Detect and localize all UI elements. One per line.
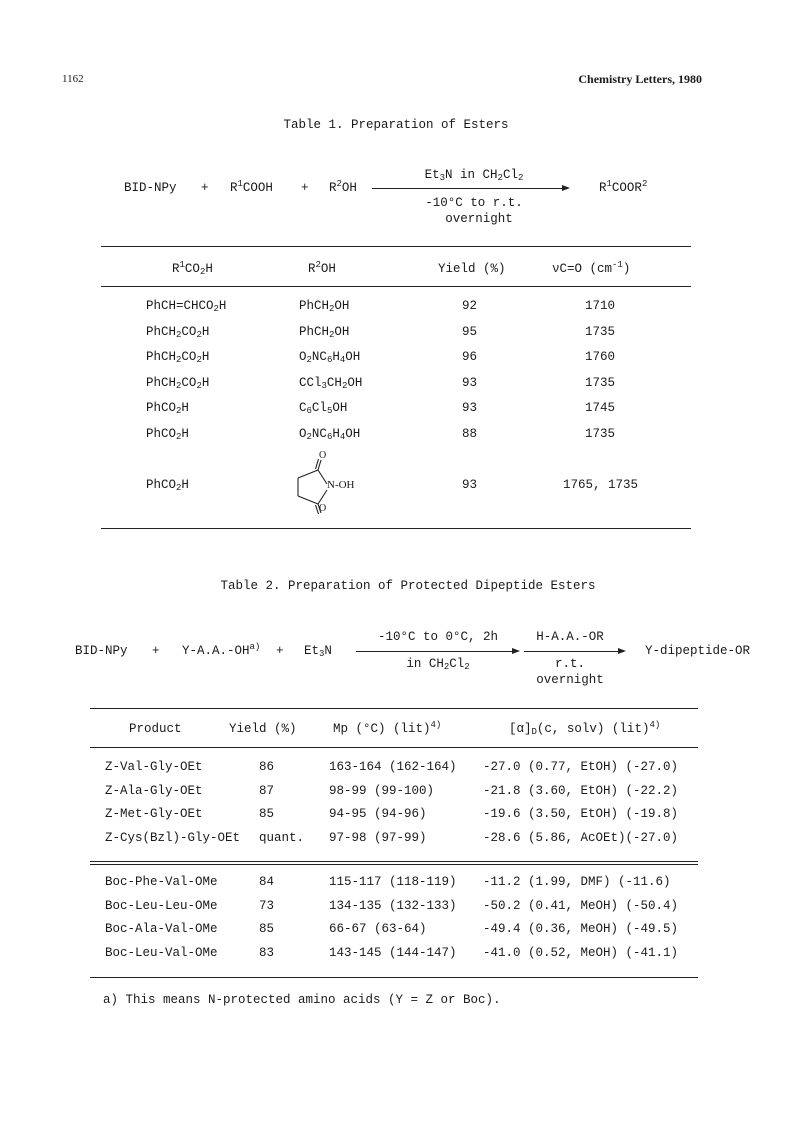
table-cell: 94-95 (94-96)	[329, 807, 427, 821]
table-cell: PhCH$_2$OH	[299, 325, 350, 340]
table-cell: -50.2 (0.41, MeOH) (-50.4)	[483, 898, 679, 913]
table-cell: PhCO$_2$H	[146, 427, 189, 442]
scheme-plus: +	[152, 644, 160, 658]
column-header: Mp (°C) (lit)$^{4)}$	[333, 720, 442, 736]
table-cell: -21.8 (3.60, EtOH) (-22.2)	[483, 783, 679, 798]
table-cell: quant.	[259, 830, 305, 845]
table-cell: 93	[462, 376, 478, 390]
table-cell: Boc-Phe-Val-OMe	[105, 875, 218, 889]
scheme-conditions-above: $Et_3N$ in $CH_2Cl_2$	[424, 168, 524, 183]
table-cell: 92	[462, 299, 478, 313]
table-cell: 1765, 1735	[563, 478, 639, 492]
table-cell: $PhCH_2CO_2H$	[146, 325, 210, 340]
table-cell: PhCO$_2$H	[146, 401, 189, 416]
table-cell: 86	[259, 760, 275, 774]
table-cell: -49.4 (0.36, MeOH) (-49.5)	[483, 922, 679, 936]
scheme-reactant: BID-NPy	[75, 644, 128, 658]
table-cell: 96	[462, 350, 478, 364]
table-cell: -19.6 (3.50, EtOH) (-19.8)	[483, 807, 679, 821]
scheme-conditions-below: overnight	[536, 673, 604, 687]
table-cell: 84	[259, 875, 275, 889]
table-cell: -41.0 (0.52, MeOH) (-41.1)	[483, 945, 679, 960]
table-cell: $O_2NC_6H_4OH$	[299, 350, 361, 365]
scheme-conditions-below: overnight	[445, 212, 513, 226]
table-cell: $PhCH_2CO_2H$	[146, 376, 210, 391]
table-cell: Boc-Ala-Val-OMe	[105, 922, 218, 936]
table-cell: 85	[259, 922, 275, 936]
table-cell: 1745	[585, 401, 616, 415]
column-header: νC=O $(cm^{-1})$	[552, 260, 631, 276]
reaction-arrow	[524, 651, 624, 652]
table-cell: $PhCH=CHCO_2H$	[146, 299, 227, 314]
scheme-plus: +	[276, 644, 284, 658]
table-cell: Z-Val-Gly-OEt	[105, 760, 203, 774]
table-rule	[90, 747, 698, 748]
table-cell: 163-164 (162-164)	[329, 760, 457, 774]
table-cell: 134-135 (132-133)	[329, 898, 457, 913]
reaction-arrow	[372, 188, 568, 189]
table-cell: $CCl_3CH_2OH$	[299, 376, 363, 391]
table-cell: PhCH$_2$OH	[299, 299, 350, 314]
scheme-product: $R^1COOR^2$	[599, 179, 648, 195]
table-rule	[90, 708, 698, 709]
column-header: $R^2OH$	[308, 260, 336, 276]
table-cell: 1735	[585, 325, 616, 339]
table-cell: $C_6Cl_5OH$	[299, 401, 348, 416]
table-cell: Boc-Leu-Leu-OMe	[105, 898, 218, 913]
table-cell: 1760	[585, 350, 616, 364]
table-cell: N-OH	[327, 479, 355, 491]
table-cell: Z-Met-Gly-OEt	[105, 807, 203, 821]
table-cell: 93	[462, 401, 478, 415]
reaction-arrow	[356, 651, 518, 652]
scheme-conditions-below: in $CH_2Cl_2$	[406, 657, 470, 672]
scheme-conditions-above: -10°C to 0°C, 2h	[377, 630, 499, 644]
carbonyl-oxygen-label: O	[319, 503, 327, 514]
carbonyl-oxygen-label: O	[319, 450, 327, 461]
table-cell: 83	[259, 945, 275, 960]
table-cell: 1710	[585, 299, 616, 313]
journal-header: Chemistry Letters, 1980	[578, 72, 702, 86]
table-cell: 98-99 (99-100)	[329, 783, 435, 798]
scheme-conditions-below: -10°C to r.t.	[425, 196, 523, 210]
column-header: Product	[129, 722, 182, 736]
scheme-reactant: BID-NPy	[124, 181, 177, 195]
table-cell: 115-117 (118-119)	[329, 875, 457, 889]
table-cell: 88	[462, 427, 478, 441]
table-cell: -11.2 (1.99, DMF) (-11.6)	[483, 875, 671, 889]
table-cell: $O_2NC_6H_4OH$	[299, 427, 361, 442]
table-cell: 87	[259, 783, 275, 798]
table2-footnote: a) This means N-protected amino acids (Y = Z or Boc).	[103, 993, 501, 1007]
scheme-product: Y-dipeptide-OR	[645, 644, 751, 658]
scheme-plus: +	[201, 181, 209, 195]
table-cell: 1735	[585, 376, 616, 390]
scheme-reactant: Y-A.A.-OH$^{a)}$	[182, 642, 261, 658]
column-header: $[\alpha]_D(c$, solv) (lit)$^{4)}$	[509, 720, 661, 737]
table-cell: 1735	[585, 427, 616, 441]
scheme-reactant: $R^2OH$	[329, 179, 357, 195]
scheme-conditions-above: H-A.A.-OR	[536, 630, 604, 644]
table-cell: 143-145 (144-147)	[329, 945, 457, 960]
table-cell: 93	[462, 478, 478, 492]
table-cell: 85	[259, 807, 275, 821]
scheme-reactant: $Et_3N$	[304, 644, 332, 659]
scheme-reactant: $R^1COOH$	[230, 179, 273, 195]
column-header: Yield (%)	[438, 262, 506, 276]
table-cell: Boc-Leu-Val-OMe	[105, 945, 218, 960]
table-cell: 73	[259, 898, 275, 913]
table1-caption: Table 1. Preparation of Esters	[283, 118, 509, 132]
table2-caption: Table 2. Preparation of Protected Dipeptide Esters	[220, 579, 596, 593]
table-rule	[90, 977, 698, 978]
scheme-conditions-below: r.t.	[554, 657, 586, 671]
column-header: Yield (%)	[229, 722, 297, 736]
table-cell: 66-67 (63-64)	[329, 922, 427, 936]
column-header: $R^1CO_2H$	[172, 260, 213, 277]
table-rule	[101, 246, 691, 247]
table-cell: PhCO$_2$H	[146, 478, 189, 493]
table-rule	[101, 286, 691, 287]
table-cell: Z-Cys(Bzl)-Gly-OEt	[105, 830, 241, 845]
table-rule	[101, 528, 691, 529]
scheme-plus: +	[301, 181, 309, 195]
table-cell: -28.6 (5.86, AcOEt)(-27.0)	[483, 830, 679, 845]
table-cell: 97-98 (97-99)	[329, 830, 427, 845]
table-cell: $PhCH_2CO_2H$	[146, 350, 210, 365]
table-rule	[90, 861, 698, 865]
table-cell: 95	[462, 325, 478, 339]
table-cell: Z-Ala-Gly-OEt	[105, 783, 203, 798]
page-number: 1162	[62, 73, 84, 85]
table-cell: -27.0 (0.77, EtOH) (-27.0)	[483, 760, 679, 774]
